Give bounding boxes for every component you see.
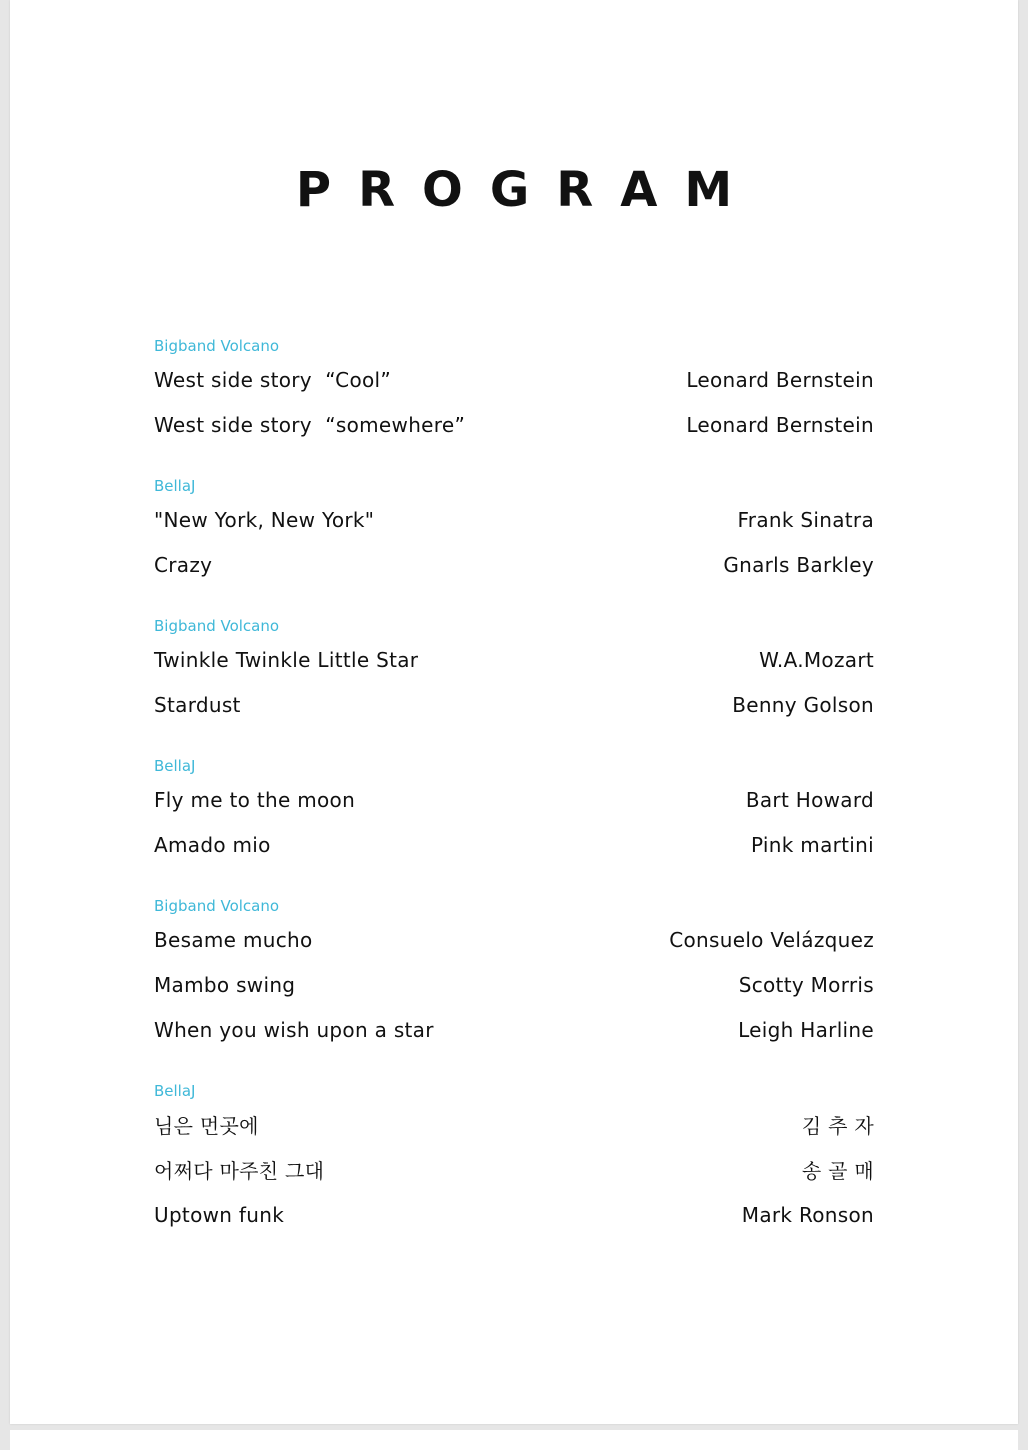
- song-title: Fly me to the moon: [154, 787, 356, 812]
- composer-name: Leonard Bernstein: [686, 367, 874, 392]
- song-title: Twinkle Twinkle Little Star: [154, 647, 419, 672]
- page-title: PROGRAM: [295, 162, 760, 218]
- song-title: 님은 먼곳에: [154, 1114, 259, 1138]
- composer-name: Bart Howard: [745, 787, 874, 812]
- composer-name: Scotty Morris: [738, 972, 874, 997]
- composer-name: W.A.Mozart: [759, 647, 874, 672]
- song-title: When you wish upon a star: [154, 1017, 434, 1042]
- program-item: [154, 822, 874, 867]
- song-title: West side story “Cool”: [154, 367, 392, 392]
- song-title: "New York, New York": [154, 507, 375, 532]
- song-title: Crazy: [154, 552, 213, 577]
- program-item: [154, 777, 874, 822]
- program-list: [154, 335, 874, 1265]
- performer-label: BellaJ: [154, 1082, 196, 1100]
- program-item: [154, 1102, 874, 1147]
- song-title: Uptown funk: [154, 1202, 285, 1227]
- performer-label: BellaJ: [154, 477, 196, 495]
- program-item: [154, 357, 874, 402]
- song-title: Mambo swing: [154, 972, 296, 997]
- song-title: West side story “somewhere”: [154, 412, 466, 437]
- performer-label: Bigband Volcano: [154, 337, 280, 355]
- program-item: [154, 1147, 874, 1192]
- program-item: [154, 917, 874, 962]
- composer-name: Benny Golson: [732, 692, 874, 717]
- program-section: [154, 895, 874, 1052]
- composer-name: Leigh Harline: [738, 1017, 874, 1042]
- program-item: [154, 637, 874, 682]
- program-item: [154, 402, 874, 447]
- program-section: [154, 615, 874, 727]
- composer-name: Frank Sinatra: [737, 507, 874, 532]
- composer-name: Consuelo Velázquez: [669, 927, 874, 952]
- program-section: [154, 335, 874, 447]
- performer-label: Bigband Volcano: [154, 617, 280, 635]
- program-item: [154, 682, 874, 727]
- program-item: [154, 962, 874, 1007]
- program-item: [154, 542, 874, 587]
- performer-label: BellaJ: [154, 757, 196, 775]
- song-title: Amado mio: [154, 832, 271, 857]
- performer-label: Bigband Volcano: [154, 897, 280, 915]
- next-page-edge: [10, 1430, 1018, 1450]
- program-item: [154, 497, 874, 542]
- composer-name: 송 골 매: [801, 1159, 874, 1183]
- program-section: [154, 755, 874, 867]
- composer-name: 김 추 자: [801, 1114, 874, 1138]
- program-item: [154, 1192, 874, 1237]
- song-title: 어쩌다 마주친 그대: [154, 1159, 325, 1183]
- composer-name: Pink martini: [751, 832, 874, 857]
- song-title: Stardust: [154, 692, 241, 717]
- composer-name: Mark Ronson: [741, 1202, 874, 1227]
- program-item: [154, 1007, 874, 1052]
- composer-name: Gnarls Barkley: [723, 552, 874, 577]
- program-section: [154, 475, 874, 587]
- song-title: Besame mucho: [154, 927, 313, 952]
- composer-name: Leonard Bernstein: [686, 412, 874, 437]
- program-section: [154, 1080, 874, 1237]
